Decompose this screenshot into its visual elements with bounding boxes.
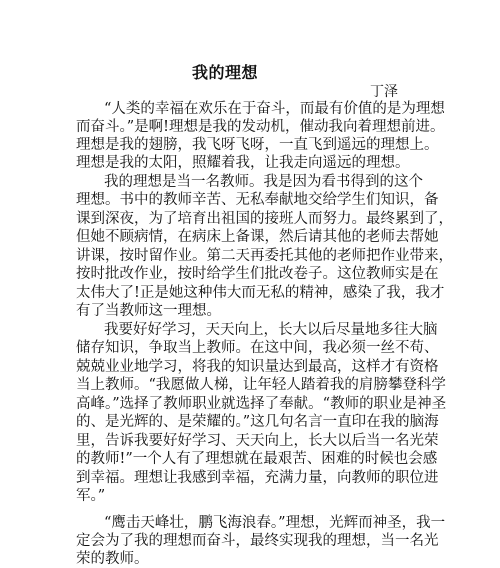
text-line: 太伟大了!正是她这种伟大而无私的精神，感染了我，我才 — [76, 285, 445, 301]
text-line: 但她不顾病情，在病床上备课，然后请其他的老师去帮她 — [76, 229, 439, 245]
text-line: 的、是光辉的、是荣耀的。”这几句名言一直印在我的脑海 — [76, 414, 439, 430]
text-line: 理想。书中的教师辛苦、无私奉献地交给学生们知识，备 — [76, 192, 439, 208]
text-line: 有了当教师这一理想。 — [76, 303, 221, 319]
document-author: 丁泽 — [370, 84, 398, 100]
text-line: 到幸福。理想让我感到幸福，充满力量，向教师的职位进 — [76, 470, 439, 486]
text-line: 当上教师。“我愿做人梯，让年轻人踏着我的肩膀攀登科学 — [76, 377, 446, 393]
text-line: 定会为了我的理想而奋斗，最终实现我的理想，当一名光 — [76, 533, 439, 549]
text-line: 讲课，按时留作业。第二天再委托其他的老师把作业带来， — [76, 248, 453, 264]
text-line: 课到深夜，为了培育出祖国的接班人而努力。最终累到了， — [76, 211, 453, 227]
text-line: 理想是我的翅膀，我飞呀飞呀，一直飞到遥远的理想上。 — [76, 137, 439, 153]
text-line: “鹰击天峰壮，鹏飞海浪春。”理想，光辉而神圣，我一 — [104, 515, 446, 531]
text-line: 理想是我的太阳，照耀着我，让我走向遥远的理想。 — [76, 155, 410, 171]
text-line: 我的理想是当一名教师。我是因为看书得到的这个 — [104, 174, 423, 190]
text-line: 储存知识，争取当上教师。在这中间，我必须一丝不苟、 — [76, 340, 439, 356]
document-title: 我的理想 — [192, 63, 259, 82]
text-line: 的教师!”一个人有了理想就在最艰苦、困难的时候也会感 — [76, 451, 438, 467]
text-line: 里，告诉我要好好学习、天天向上，长大以后当一名光荣 — [76, 433, 439, 449]
text-line: 高峰。”选择了教师职业就选择了奉献。“教师的职业是神圣 — [76, 396, 447, 412]
text-line: 按时批改作业，按时给学生们批改卷子。这位教师实是在 — [76, 266, 439, 282]
text-line: 军。” — [76, 488, 106, 504]
text-line: 荣的教师。 — [76, 551, 149, 567]
text-line: 而奋斗。”是啊!理想是我的发动机，催动我向着理想前进。 — [76, 119, 445, 135]
text-line: “人类的幸福在欢乐在于奋斗，而最有价值的是为理想 — [104, 101, 445, 117]
text-line: 兢兢业业地学习，将我的知识量达到最高，这样才有资格 — [76, 359, 439, 375]
text-line: 我要好好学习，天天向上，长大以后尽量地多往大脑 — [104, 322, 438, 338]
